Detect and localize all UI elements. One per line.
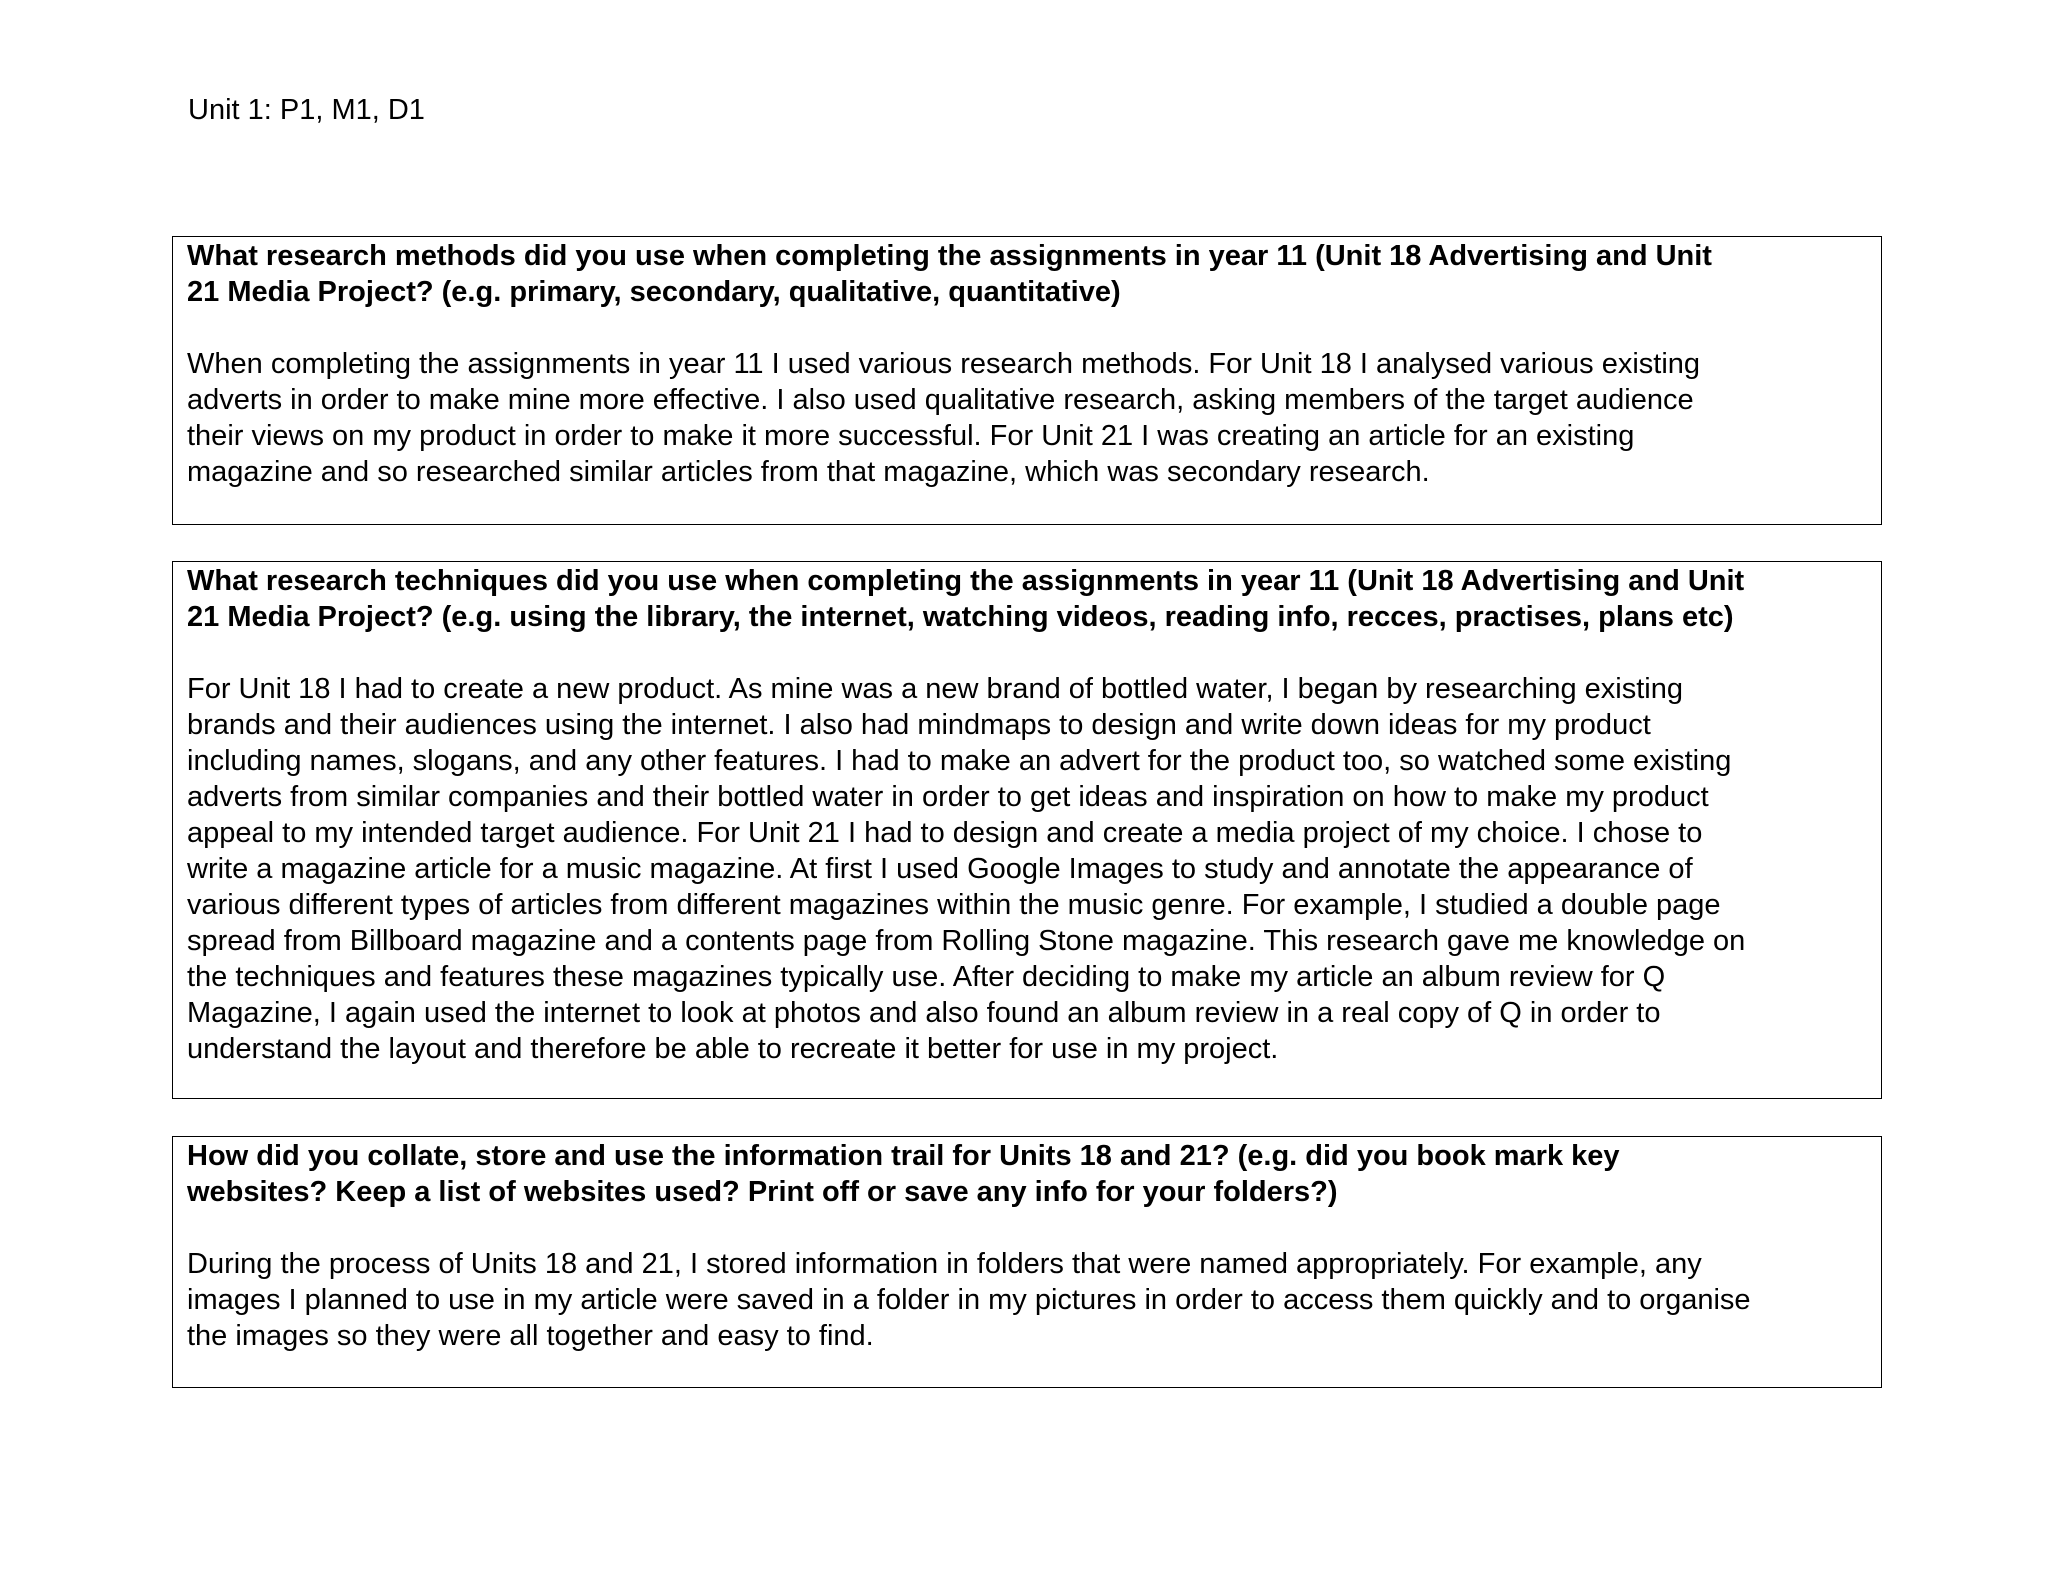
question-text: How did you collate, store and use the information trail for Units 18 and 21? (e.g. did you book mark key websites? Keep a list of websites used? Print off or save any info for your folders?): [187, 1140, 1620, 1208]
research-techniques-section: [172, 561, 1882, 1099]
answer-text: When completing the assignments in year 11 I used various research methods. For Unit 18 I analysed various existing adverts in order to make mine more effective. I also used qualitative research, asking members of the target audience their views on my product in order to make it more successful. For Unit 21 I was creating an article for an existing magazine and so researched similar articles from that magazine, which was secondary research.: [187, 348, 1701, 488]
question-text: What research techniques did you use when completing the assignments in year 11 (Unit 18 Advertising and Unit 21 Media Project? (e.g. using the library, the internet, watching videos, reading info, recces, practises, plans etc): [187, 565, 1745, 633]
question-text: What research methods did you use when completing the assignments in year 11 (Unit 18 Advertising and Unit 21 Media Project? (e.g. primary, secondary, qualitative, quantitative): [187, 240, 1712, 308]
page-header: Unit 1: P1, M1, D1: [188, 94, 425, 126]
information-trail-section: [172, 1136, 1882, 1388]
research-methods-section: [172, 236, 1882, 525]
answer-text: During the process of Units 18 and 21, I stored information in folders that were named appropriately. For example, any images I planned to use in my article were saved in a folder in my pictures in order to access them quickly and to organise the images so they were all together and easy to find.: [187, 1248, 1751, 1352]
answer-text: For Unit 18 I had to create a new product. As mine was a new brand of bottled water, I began by researching existing brands and their audiences using the internet. I also had mindmaps to design and write down ideas for my product including names, slogans, and any other features. I had to make an advert for the product too, so watched some existing adverts from similar companies and their bottled water in order to get ideas and inspiration on how to make my product appeal to my intended target audience. For Unit 21 I had to design and create a media project of my choice. I chose to write a magazine article for a music magazine. At first I used Google Images to study and annotate the appearance of various different types of articles from different magazines within the music genre. For example, I studied a double page spread from Billboard magazine and a contents page from Rolling Stone magazine. This research gave me knowledge on the techniques and features these magazines typically use. After deciding to make my article an album review for Q Magazine, I again used the internet to look at photos and also found an album review in a real copy of Q in order to understand the layout and therefore be able to recreate it better for use in my project.: [187, 673, 1746, 1065]
